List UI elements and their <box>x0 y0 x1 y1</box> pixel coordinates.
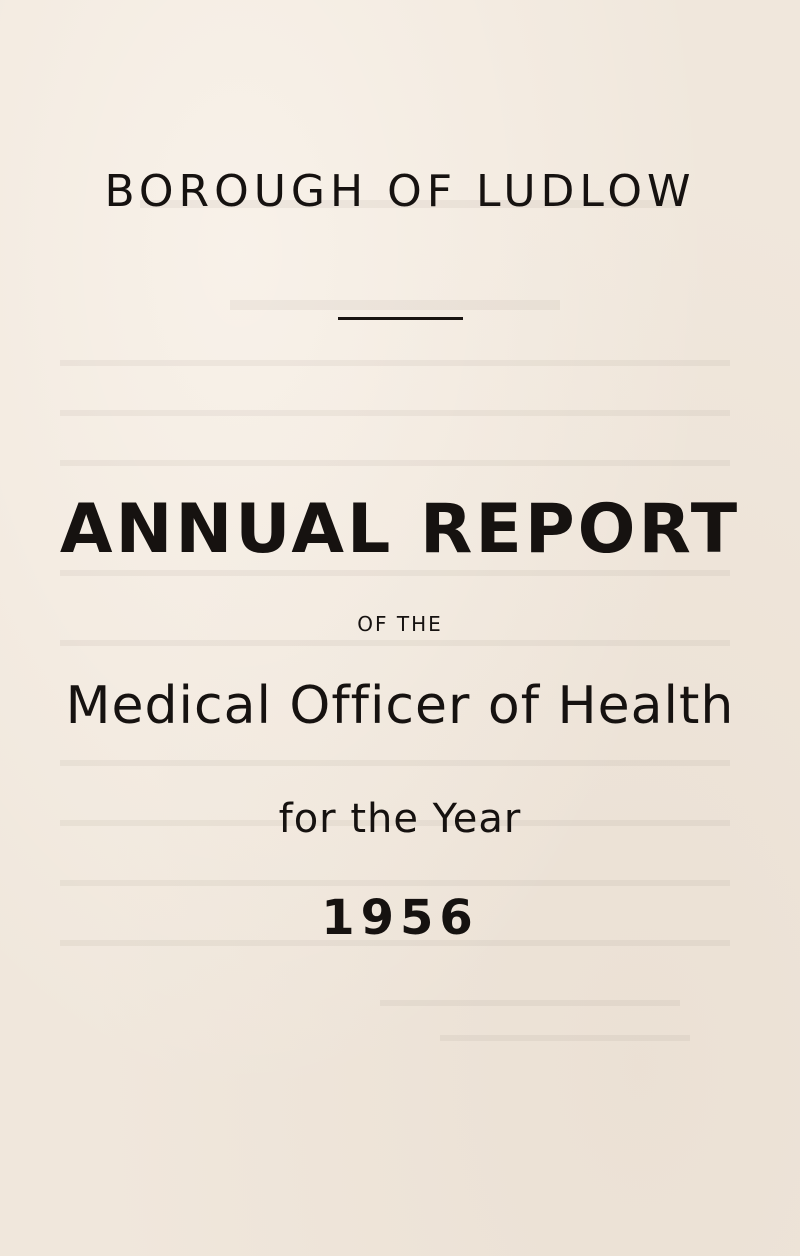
of-the-label: OF THE <box>357 612 443 636</box>
report-year: 1956 <box>321 890 479 946</box>
borough-name: BOROUGH OF LUDLOW <box>104 166 696 217</box>
report-heading: ANNUAL REPORT <box>59 490 741 569</box>
officer-title: Medical Officer of Health <box>65 676 735 736</box>
title-divider-rule <box>338 317 463 320</box>
for-the-year-label: for the Year <box>278 796 522 842</box>
